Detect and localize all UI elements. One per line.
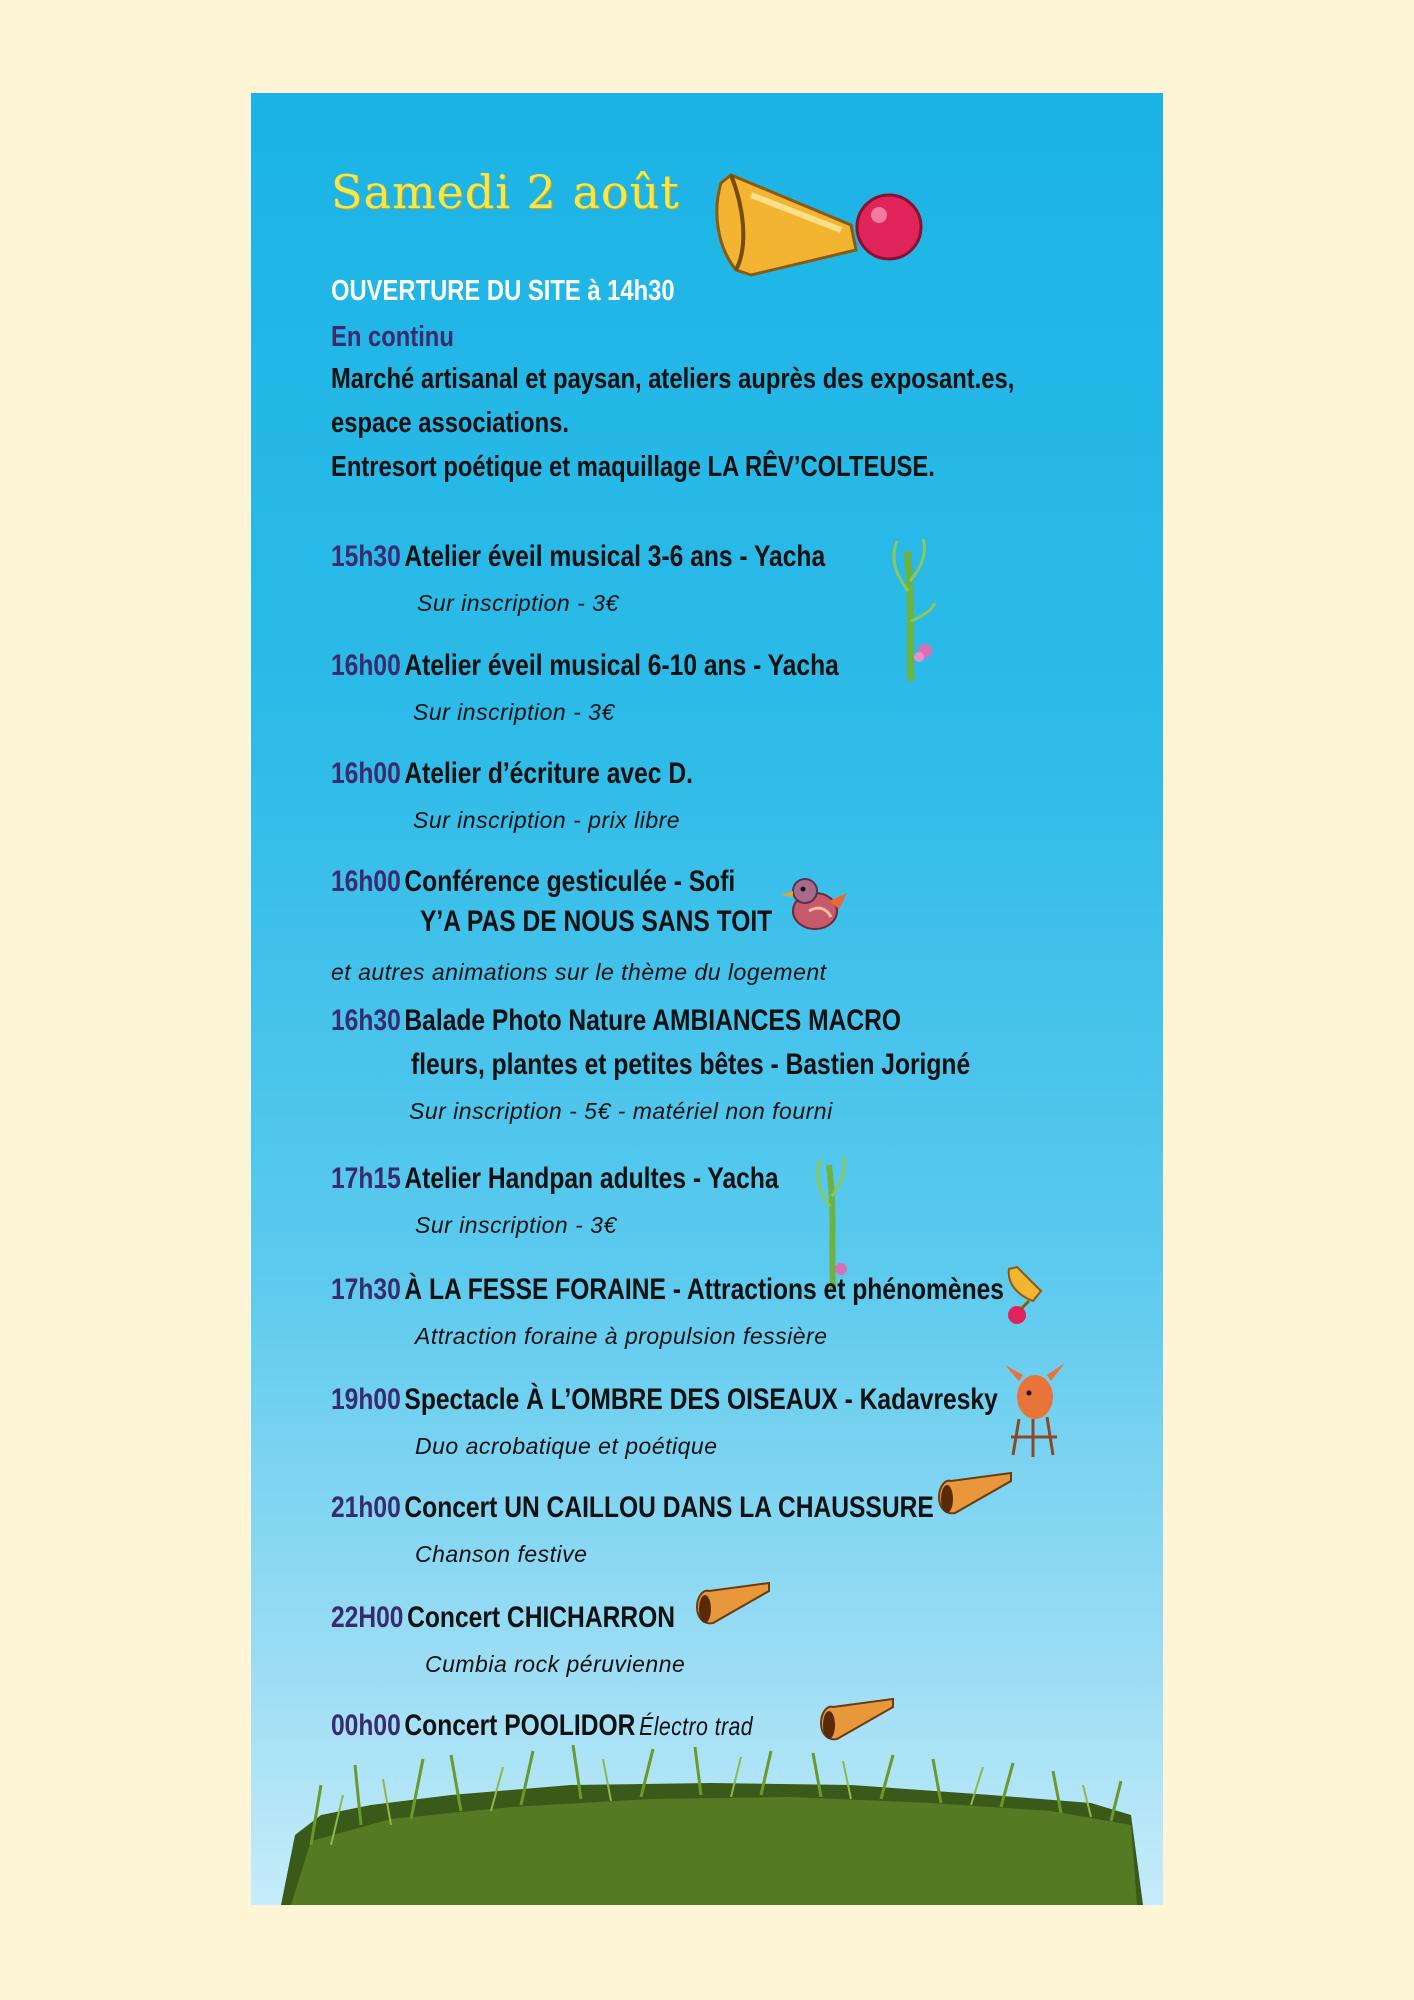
event-subtitle: Duo acrobatique et poétique — [415, 1433, 718, 1459]
event-item — [331, 649, 950, 683]
event-title: Spectacle À L’OMBRE DES OISEAUX - Kadavresky — [404, 1383, 998, 1416]
event-time: 22H00 — [331, 1601, 404, 1634]
opening-time: OUVERTURE DU SITE à 14h30 — [331, 275, 675, 307]
event-subtitle: Sur inscription - 3€ — [417, 590, 619, 616]
event-time: 21h00 — [331, 1491, 401, 1524]
continuous-line: Entresort poétique et maquillage LA RÊV’COLTEUSE. — [331, 451, 935, 483]
event-time: 17h15 — [331, 1162, 401, 1195]
event-title-line2: Y’A PAS DE NOUS SANS TOIT — [420, 905, 773, 938]
event-time: 16h00 — [331, 865, 401, 898]
event-title: Concert CHICHARRON — [407, 1601, 676, 1634]
event-subtitle: Attraction foraine à propulsion fessière — [415, 1323, 828, 1349]
continuous-label: En continu — [331, 321, 454, 353]
event-title: Atelier Handpan adultes - Yacha — [404, 1162, 779, 1195]
event-subtitle: Sur inscription - 3€ — [413, 699, 615, 725]
horn-icon — [1003, 1265, 1049, 1327]
event-time: 16h00 — [331, 649, 401, 682]
event-item — [331, 1709, 846, 1743]
plant-icon — [883, 531, 943, 691]
event-subtitle: Cumbia rock péruvienne — [425, 1651, 686, 1677]
event-time: 16h30 — [331, 1004, 401, 1037]
bird-icon — [779, 871, 851, 937]
event-title: Conférence gesticulée - Sofi — [404, 865, 736, 898]
program-poster — [251, 93, 1163, 1905]
event-time: 19h00 — [331, 1383, 401, 1416]
event-item — [331, 1162, 877, 1196]
creature-icon — [999, 1357, 1069, 1461]
event-title: À LA FESSE FORAINE - Attractions et phénomènes — [404, 1273, 1005, 1306]
event-time: 00h00 — [331, 1709, 401, 1742]
event-title: Atelier d’écriture avec D. — [404, 757, 693, 790]
continuous-line: Marché artisanal et paysan, ateliers auprès des exposant.es, — [331, 363, 1015, 395]
horn-icon — [693, 1581, 773, 1633]
event-item — [331, 757, 772, 791]
event-subtitle: Sur inscription - prix libre — [413, 807, 681, 833]
event-subtitle: Sur inscription - 5€ - matériel non fourni — [409, 1098, 833, 1124]
event-title-line2: fleurs, plantes et petites bêtes - Bastien Jorigné — [411, 1048, 971, 1081]
event-title: Atelier éveil musical 6-10 ans - Yacha — [404, 649, 839, 682]
grass-illustration — [251, 1745, 1163, 1905]
event-title: Concert UN CAILLOU DANS LA CHAUSSURE — [404, 1491, 934, 1524]
horn-icon — [935, 1471, 1015, 1523]
event-item — [331, 540, 934, 574]
event-item — [331, 865, 824, 899]
event-subtitle: et autres animations sur le thème du logement — [331, 959, 827, 985]
horn-icon — [817, 1697, 897, 1749]
event-time: 16h00 — [331, 757, 401, 790]
event-title: Atelier éveil musical 3-6 ans - Yacha — [404, 540, 826, 573]
event-title: Concert POOLIDOR — [404, 1709, 636, 1742]
page-title: Samedi 2 août — [331, 165, 680, 219]
event-time: 15h30 — [331, 540, 401, 573]
event-title: Balade Photo Nature AMBIANCES MACRO — [404, 1004, 902, 1037]
event-subtitle: Sur inscription - 3€ — [415, 1212, 617, 1238]
event-item — [331, 1004, 1026, 1038]
continuous-line: espace associations. — [331, 407, 569, 439]
event-time: 17h30 — [331, 1273, 401, 1306]
event-subtitle: Électro trad — [639, 1711, 754, 1741]
event-item — [331, 1601, 751, 1635]
event-subtitle: Chanson festive — [415, 1541, 588, 1567]
